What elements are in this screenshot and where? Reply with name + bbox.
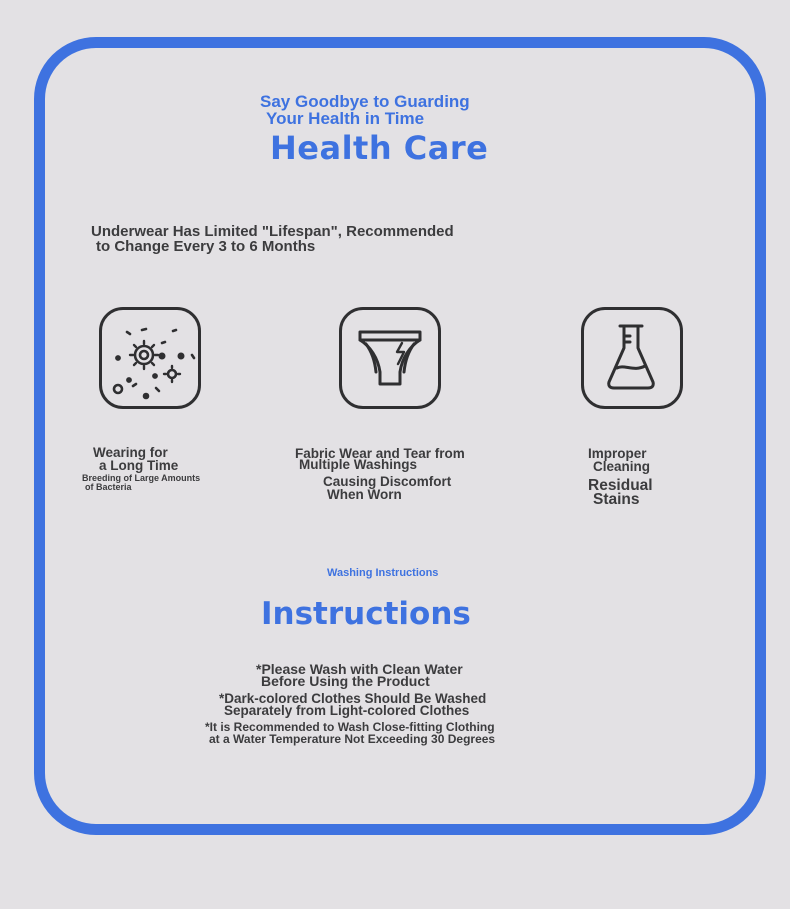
feature-1-desc-line2: of Bacteria — [85, 482, 132, 492]
feature-2-desc-line2: When Worn — [327, 487, 402, 502]
bacteria-icon — [99, 307, 201, 409]
lifespan-line1: Underwear Has Limited "Lifespan", Recommended — [91, 223, 454, 240]
feature-1-desc-line1: Breeding of Large Amounts — [82, 473, 201, 483]
instruction-note-2-line1: *Dark-colored Clothes Should Be Washed — [219, 691, 487, 706]
feature-1-title-line2: a Long Time — [99, 458, 179, 473]
feature-3-title-line1: Improper — [588, 446, 647, 461]
lifespan-note — [91, 224, 454, 254]
feature-1-title-line1: Wearing for — [93, 445, 168, 460]
feature-2-desc-line1: Causing Discomfort — [323, 474, 452, 489]
page-title: Health Care — [270, 129, 489, 167]
instruction-note-1-line1: *Please Wash with Clean Water — [256, 661, 463, 677]
instruction-note-2-line2: Separately from Light-colored Clothes — [224, 703, 470, 718]
instruction-note-3 — [205, 721, 495, 745]
instruction-note-3-line2: at a Water Temperature Not Exceeding 30 Degrees — [209, 732, 496, 746]
instructions-subtitle: Washing Instructions — [327, 567, 439, 579]
torn-underwear-icon — [339, 307, 441, 409]
feature-3-desc-line2: Stains — [593, 491, 640, 508]
feature-3-title-line2: Cleaning — [593, 459, 651, 474]
tagline — [260, 93, 470, 127]
feature-2-title-line2: Multiple Washings — [299, 457, 417, 472]
instruction-note-1 — [256, 663, 463, 687]
lifespan-line2: to Change Every 3 to 6 Months — [96, 238, 316, 255]
feature-2-title-line1: Fabric Wear and Tear from — [295, 446, 465, 461]
feature-3-caption — [588, 447, 653, 507]
instruction-note-2 — [219, 693, 486, 717]
feature-3-desc-line1: Residual — [588, 477, 653, 494]
tagline-line2: Your Health in Time — [266, 109, 425, 128]
instructions-title: Instructions — [261, 596, 471, 632]
tagline-line1: Say Goodbye to Guarding — [260, 92, 470, 111]
instruction-note-3-line1: *It is Recommended to Wash Close-fitting Clothing — [205, 720, 495, 734]
instruction-note-1-line2: Before Using the Product — [261, 673, 430, 689]
feature-1-caption — [82, 445, 201, 492]
feature-2-caption — [295, 447, 465, 501]
flask-icon — [581, 307, 683, 409]
